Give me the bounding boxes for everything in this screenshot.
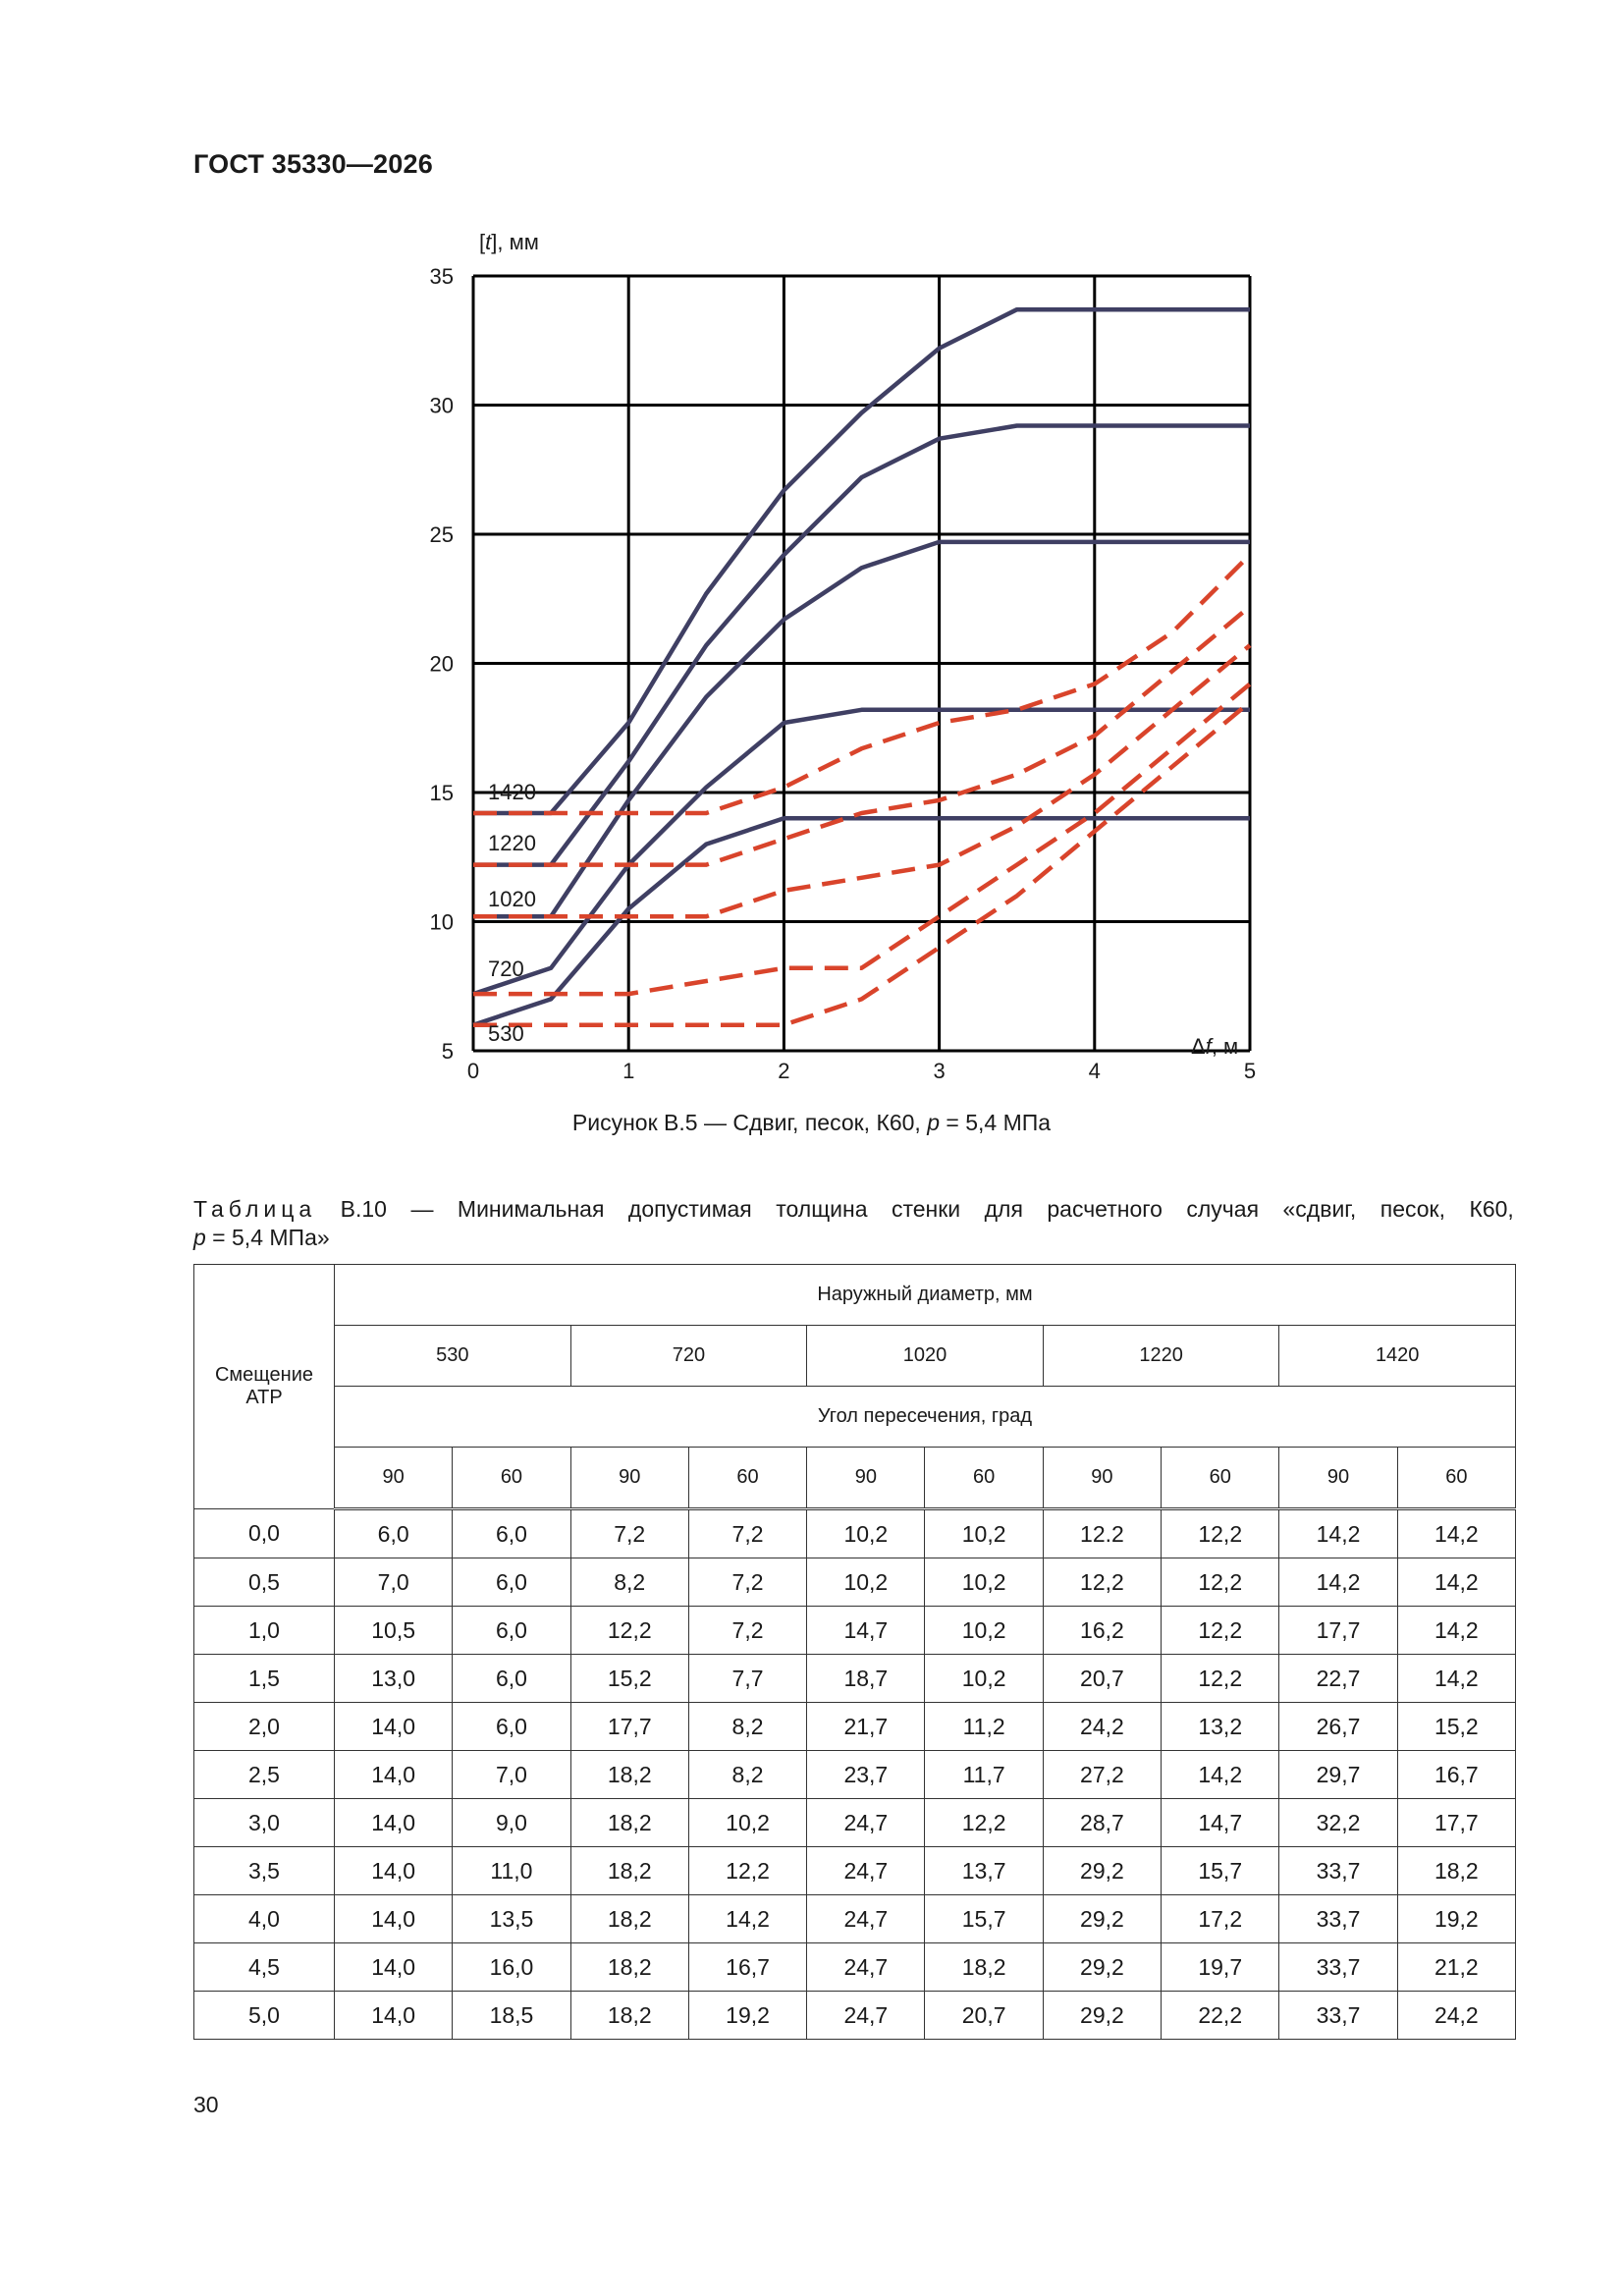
table-cell: 16,0 [453,1943,570,1992]
table-cell: 14,2 [1162,1751,1279,1799]
table-cell: 29,2 [1043,1847,1161,1895]
table-cell: 6,0 [453,1655,570,1703]
row-offset-cell: 0,0 [194,1509,335,1558]
chart-ticks [430,264,1257,1083]
table-cell: 18,5 [453,1992,570,2040]
table-cell: 12,2 [688,1847,806,1895]
table-cell: 12,2 [570,1607,688,1655]
table-cell: 9,0 [453,1799,570,1847]
table-row [194,1992,1516,2040]
x-tick-label: 4 [1088,1059,1101,1083]
table-cell: 14,0 [335,1799,453,1847]
table-row [194,1655,1516,1703]
table-row [194,1607,1516,1655]
series-line-1420-60 [473,555,1250,813]
table-cell: 10,2 [925,1558,1043,1607]
table-caption-word: песок, [1380,1196,1445,1222]
table-cell: 14,2 [1397,1655,1515,1703]
document-header: ГОСТ 35330—2026 [193,149,433,179]
group-header: Наружный диаметр, мм [335,1265,1516,1326]
table-row [194,1895,1516,1943]
table-cell: 14,2 [1279,1509,1397,1558]
table-row [194,1703,1516,1751]
table-caption-word: расчетного [1047,1196,1163,1222]
table-cell: 14,2 [1397,1509,1515,1558]
x-tick-label: 2 [778,1059,790,1083]
table-cell: 28,7 [1043,1799,1161,1847]
table-cell: 24,7 [807,1943,925,1992]
series-line-1020-90 [473,542,1250,916]
table-cell: 10,5 [335,1607,453,1655]
y-tick-label: 5 [441,1039,454,1064]
x-axis-label-part: f [1205,1034,1212,1059]
table-cell: 21,2 [1397,1943,1515,1992]
table-row [194,1751,1516,1799]
y-tick-label: 30 [429,393,454,418]
curve-label-1420: 1420 [488,780,536,804]
figure-chart [0,0,1623,1110]
x-axis-label-part: Δ [1191,1034,1206,1059]
table-cell: 7,2 [688,1607,806,1655]
x-axis-label [1191,1034,1238,1059]
table-cell: 13,7 [925,1847,1043,1895]
row-offset-cell: 2,5 [194,1751,335,1799]
table-cell: 19,7 [1162,1943,1279,1992]
table-cell: 18,2 [570,1895,688,1943]
table-cell: 12,2 [1162,1558,1279,1607]
table-caption-word: допустимая [627,1196,752,1222]
table-cell: 33,7 [1279,1847,1397,1895]
table-cell: 17,2 [1162,1895,1279,1943]
table-cell: 14,0 [335,1992,453,2040]
table-cell: 7,2 [688,1558,806,1607]
caption-text: Рисунок В.5 — Сдвиг, песок, К60, [571,1110,928,1135]
table-cell: 19,2 [688,1992,806,2040]
angle-group-header: Угол пересечения, град [335,1387,1516,1448]
table-cell: 24,7 [807,1799,925,1847]
table-cell: 6,0 [453,1509,570,1558]
table-caption-word: В.10 [340,1196,387,1222]
table-cell: 13,5 [453,1895,570,1943]
curve-label-530: 530 [488,1021,524,1046]
row-offset-cell: 2,0 [194,1703,335,1751]
table-cell: 7,0 [335,1558,453,1607]
table-cell: 14,0 [335,1847,453,1895]
table-cell: 18,2 [570,1943,688,1992]
table-cell: 29,2 [1043,1992,1161,2040]
table-cell: 14,0 [335,1895,453,1943]
y-axis-label [479,230,539,254]
row-offset-cell: 1,5 [194,1655,335,1703]
table-caption-word: случая [1186,1196,1260,1222]
table-cell: 8,2 [688,1751,806,1799]
angle-header-cell: 90 [335,1448,453,1509]
table-cell: 18,2 [570,1799,688,1847]
angle-header-cell: 60 [453,1448,570,1509]
y-axis-label-part: ], мм [491,230,539,254]
data-table [193,1264,1516,2040]
row-offset-cell: 0,5 [194,1558,335,1607]
table-cell: 18,2 [570,1751,688,1799]
table-cell: 24,2 [1043,1703,1161,1751]
angle-header-cell: 90 [1043,1448,1161,1509]
table-cell: 13,0 [335,1655,453,1703]
table-cell: 7,2 [688,1509,806,1558]
table-cell: 20,7 [1043,1655,1161,1703]
row-offset-cell: 3,5 [194,1847,335,1895]
angle-header-cell: 60 [1397,1448,1515,1509]
y-tick-label: 10 [429,909,454,935]
table-row [194,1558,1516,1607]
chart-grid [473,276,1250,1051]
table-cell: 33,7 [1279,1895,1397,1943]
series-line-1220-90 [473,426,1250,865]
curve-label-1220: 1220 [488,831,536,855]
table-cell: 14,2 [688,1895,806,1943]
table-cell: 14,2 [1279,1558,1397,1607]
y-tick-label: 25 [429,522,454,547]
table-cell: 29,7 [1279,1751,1397,1799]
chart-series [473,309,1250,1024]
table-cell: 16,7 [1397,1751,1515,1799]
diameter-header-cell: 530 [335,1326,571,1387]
angle-header-cell: 60 [1162,1448,1279,1509]
diameter-header-cell: 1420 [1279,1326,1516,1387]
table-cell: 10,2 [807,1509,925,1558]
series-line-1420-90 [473,309,1250,813]
table-cell: 13,2 [1162,1703,1279,1751]
table-cell: 14,0 [335,1703,453,1751]
table-caption-word: К60, [1469,1196,1514,1222]
table-cell: 29,2 [1043,1895,1161,1943]
table-cell: 17,7 [1397,1799,1515,1847]
table-cell: 16,7 [688,1943,806,1992]
table-row [194,1943,1516,1992]
row-offset-cell: 4,0 [194,1895,335,1943]
table-row [194,1847,1516,1895]
table-cell: 33,7 [1279,1992,1397,2040]
diameter-header-cell: 1220 [1043,1326,1279,1387]
angle-header-cell: 90 [1279,1448,1397,1509]
table-cell: 18,2 [925,1943,1043,1992]
table-cell: 7,2 [570,1509,688,1558]
table-cell: 12,2 [925,1799,1043,1847]
table-cell: 22,7 [1279,1655,1397,1703]
x-tick-label: 0 [466,1059,480,1083]
table-cell: 17,7 [570,1703,688,1751]
table-cell: 18,7 [807,1655,925,1703]
table-cell: 6,0 [453,1703,570,1751]
table-cell: 32,2 [1279,1799,1397,1847]
table-cell: 15,7 [1162,1847,1279,1895]
table-cell: 19,2 [1397,1895,1515,1943]
table-cell: 29,2 [1043,1943,1161,1992]
x-tick-label: 3 [933,1059,946,1083]
y-tick-label: 20 [429,651,454,677]
table-cell: 10,2 [925,1607,1043,1655]
table-cell: 14,0 [335,1751,453,1799]
caption-value: = 5,4 МПа [940,1110,1052,1135]
table-caption-word: — [410,1196,434,1222]
y-axis-label-part: [ [479,230,486,254]
table-row [194,1509,1516,1558]
x-axis-label-part: , м [1211,1034,1239,1059]
table-caption-word: для [984,1196,1023,1222]
table-cell: 6,0 [453,1558,570,1607]
table-cell: 14,2 [1397,1607,1515,1655]
table-cell: 12,2 [1162,1509,1279,1558]
table-cell: 7,0 [453,1751,570,1799]
table-row [194,1799,1516,1847]
table-caption-word: толщина [776,1196,868,1222]
table-cell: 12,2 [1043,1558,1161,1607]
table-caption-word: Минимальная [457,1196,605,1222]
table-caption-variable: p [193,1225,206,1250]
table-cell: 17,7 [1279,1607,1397,1655]
table-cell: 10,2 [688,1799,806,1847]
table-cell: 11,0 [453,1847,570,1895]
row-offset-cell: 1,0 [194,1607,335,1655]
table-cell: 27,2 [1043,1751,1161,1799]
table-cell: 26,7 [1279,1703,1397,1751]
table-cell: 20,7 [925,1992,1043,2040]
angle-header-cell: 90 [807,1448,925,1509]
table-cell: 10,2 [807,1558,925,1607]
series-line-720-60 [473,684,1250,995]
row-offset-cell: 5,0 [194,1992,335,2040]
table-cell: 16,2 [1043,1607,1161,1655]
table-caption-line2: = 5,4 МПа» [205,1225,330,1250]
table-cell: 18,2 [570,1992,688,2040]
diameter-header-row [194,1326,1516,1387]
table-cell: 11,2 [925,1703,1043,1751]
page-number: 30 [193,2092,219,2117]
table-cell: 18,2 [570,1847,688,1895]
table-cell: 12,2 [1162,1607,1279,1655]
table-body [194,1509,1516,2040]
table-cell: 10,2 [925,1655,1043,1703]
x-tick-label: 1 [622,1059,635,1083]
table-cell: 22,2 [1162,1992,1279,2040]
table-cell: 15,2 [1397,1703,1515,1751]
table-caption-label: Таблица [193,1196,317,1222]
table-cell: 10,2 [925,1509,1043,1558]
row-offset-cell: 4,5 [194,1943,335,1992]
series-line-1220-60 [473,607,1250,865]
table-cell: 14,7 [807,1607,925,1655]
table-caption [193,1195,1514,1252]
angle-header-cell: 60 [925,1448,1043,1509]
angle-header-cell: 60 [688,1448,806,1509]
y-tick-label: 15 [429,781,454,805]
table-cell: 14,0 [335,1943,453,1992]
table-cell: 6,0 [335,1509,453,1558]
angle-header-cell: 90 [570,1448,688,1509]
angle-header-row [194,1448,1516,1509]
table-cell: 14,7 [1162,1799,1279,1847]
table-cell: 15,2 [570,1655,688,1703]
curve-label-1020: 1020 [488,887,536,911]
table-cell: 12.2 [1043,1509,1161,1558]
caption-variable: p [927,1110,941,1135]
table-cell: 15,7 [925,1895,1043,1943]
y-tick-label: 35 [429,264,454,289]
row-offset-cell: 3,0 [194,1799,335,1847]
diameter-header-cell: 1020 [807,1326,1044,1387]
table-cell: 14,2 [1397,1558,1515,1607]
table-cell: 18,2 [1397,1847,1515,1895]
table-cell: 6,0 [453,1607,570,1655]
table-cell: 8,2 [688,1703,806,1751]
table-cell: 21,7 [807,1703,925,1751]
diameter-header-cell: 720 [570,1326,807,1387]
x-tick-label: 5 [1243,1059,1257,1083]
table-cell: 7,7 [688,1655,806,1703]
table-caption-word: «сдвиг, [1282,1196,1357,1222]
figure-caption [0,1110,1623,1136]
table-cell: 24,7 [807,1992,925,2040]
y-axis-label-part: t [485,230,492,254]
table-cell: 8,2 [570,1558,688,1607]
table-cell: 24,7 [807,1895,925,1943]
curve-label-720: 720 [488,957,524,981]
table-caption-word: стенки [891,1196,961,1222]
table-cell: 24,2 [1397,1992,1515,2040]
corner-header: Смещение АТР [194,1265,335,1509]
table-cell: 11,7 [925,1751,1043,1799]
table-cell: 12,2 [1162,1655,1279,1703]
table-cell: 24,7 [807,1847,925,1895]
table-cell: 23,7 [807,1751,925,1799]
table-cell: 33,7 [1279,1943,1397,1992]
